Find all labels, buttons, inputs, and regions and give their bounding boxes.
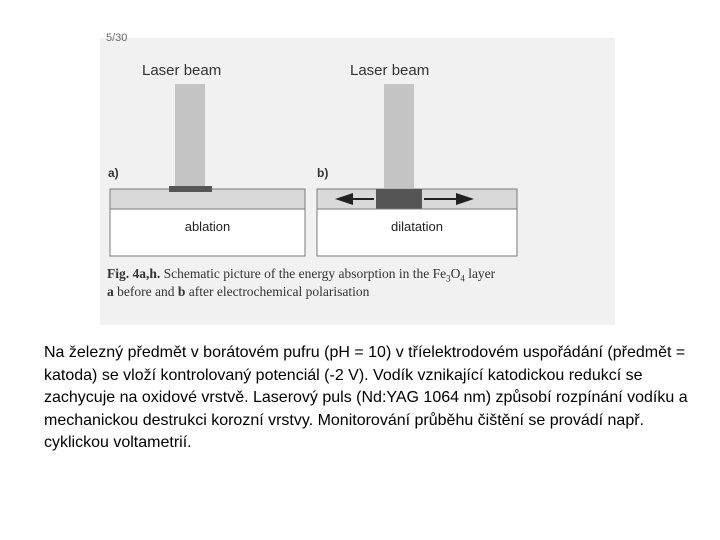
laser-beam-label-a: Laser beam [142,62,222,79]
figure-caption-line-2: a before and b after electrochemical polarisation [107,284,370,299]
figure-caption-line-1: Fig. 4a,h. Schematic picture of the energy absorption in the $Fe_3O_4$ layer [107,266,496,284]
laser-beam-a [175,84,205,188]
ablation-label: ablation [184,219,231,234]
description-paragraph: Na železný předmět v borátovém pufru (pH = 10) v tříelektrodovém uspořádání (předmět = katoda) se vloží kontrolovaný potenciál (-2 V). Vodík vznikající katodickou redukcí se zachycuje na oxidové vrstvě. Laserový puls (Nd:YAG 1064 nm) způsobí rozpínání vodíku a mechanickou destrukci korozní vrstvy. Monitorování průběhu čištění se provádí např. cyklickou voltametrií. [44,344,688,451]
figure-top-mark: 5/30 [106,32,128,44]
panel-letter-a: a) [108,166,119,180]
panel-letter-b: b) [317,166,329,180]
laser-beam-b [384,84,414,188]
dilatation-zone-b [376,189,422,209]
ablation-spot-a [169,186,212,192]
formula: $Fe_3O_4$ [432,266,465,284]
figure-number: Fig. 4a,h. [107,266,161,281]
figure-image [100,32,615,325]
dilatation-label: dilatation [390,219,444,234]
laser-beam-label-b: Laser beam [350,62,430,79]
